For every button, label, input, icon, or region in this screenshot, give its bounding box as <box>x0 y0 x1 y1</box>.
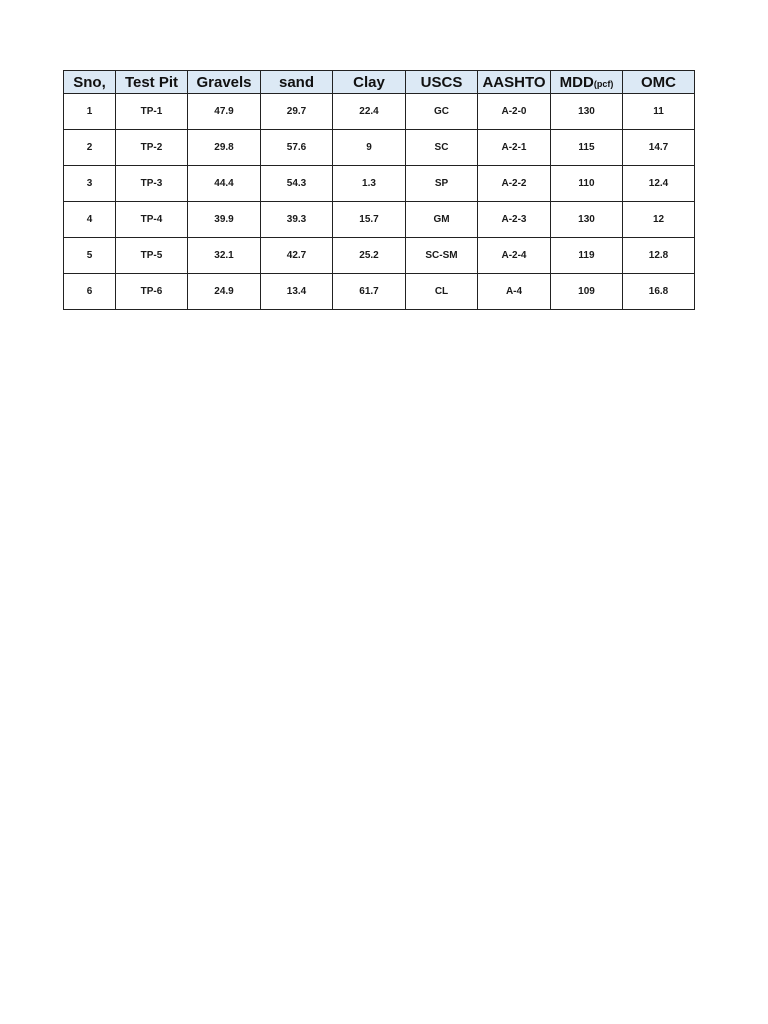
cell-sand: 54.3 <box>261 166 333 202</box>
cell-omc: 11 <box>623 94 695 130</box>
cell-mdd: 110 <box>551 166 623 202</box>
table-row <box>64 94 695 130</box>
cell-omc: 14.7 <box>623 130 695 166</box>
cell-omc: 12.8 <box>623 238 695 274</box>
cell-sno: 5 <box>64 238 116 274</box>
cell-gravels: 24.9 <box>188 274 261 310</box>
cell-gravels: 39.9 <box>188 202 261 238</box>
cell-sno: 6 <box>64 274 116 310</box>
cell-uscs: SC <box>406 130 478 166</box>
header-mdd-label: MDD <box>559 73 594 91</box>
cell-sno: 3 <box>64 166 116 202</box>
cell-sno: 4 <box>64 202 116 238</box>
cell-uscs: CL <box>406 274 478 310</box>
header-aashto: AASHTO <box>478 71 551 94</box>
cell-aashto: A-4 <box>478 274 551 310</box>
cell-mdd: 130 <box>551 202 623 238</box>
cell-test-pit: TP-4 <box>116 202 188 238</box>
cell-test-pit: TP-3 <box>116 166 188 202</box>
cell-gravels: 47.9 <box>188 94 261 130</box>
cell-uscs: SP <box>406 166 478 202</box>
cell-omc: 12.4 <box>623 166 695 202</box>
table-row <box>64 166 695 202</box>
header-sand: sand <box>261 71 333 94</box>
cell-test-pit: TP-2 <box>116 130 188 166</box>
cell-clay: 15.7 <box>333 202 406 238</box>
cell-sand: 29.7 <box>261 94 333 130</box>
cell-clay: 22.4 <box>333 94 406 130</box>
soil-properties-table <box>63 70 695 310</box>
cell-omc: 12 <box>623 202 695 238</box>
table-row <box>64 130 695 166</box>
table-body <box>64 94 695 310</box>
cell-sno: 2 <box>64 130 116 166</box>
header-sno: Sno, <box>64 71 116 94</box>
cell-aashto: A-2-4 <box>478 238 551 274</box>
cell-sand: 13.4 <box>261 274 333 310</box>
cell-uscs: GC <box>406 94 478 130</box>
cell-clay: 1.3 <box>333 166 406 202</box>
cell-sand: 42.7 <box>261 238 333 274</box>
cell-mdd: 119 <box>551 238 623 274</box>
header-row <box>64 71 695 94</box>
cell-sand: 39.3 <box>261 202 333 238</box>
cell-mdd: 130 <box>551 94 623 130</box>
cell-test-pit: TP-1 <box>116 94 188 130</box>
cell-aashto: A-2-0 <box>478 94 551 130</box>
cell-uscs: SC-SM <box>406 238 478 274</box>
table-row <box>64 274 695 310</box>
cell-aashto: A-2-3 <box>478 202 551 238</box>
header-mdd-unit: (pcf) <box>593 78 614 89</box>
cell-sno: 1 <box>64 94 116 130</box>
cell-gravels: 32.1 <box>188 238 261 274</box>
cell-clay: 25.2 <box>333 238 406 274</box>
cell-clay: 9 <box>333 130 406 166</box>
cell-omc: 16.8 <box>623 274 695 310</box>
cell-uscs: GM <box>406 202 478 238</box>
cell-mdd: 109 <box>551 274 623 310</box>
header-clay: Clay <box>333 71 406 94</box>
cell-sand: 57.6 <box>261 130 333 166</box>
header-gravels: Gravels <box>188 71 261 94</box>
table-row <box>64 238 695 274</box>
cell-mdd: 115 <box>551 130 623 166</box>
header-omc: OMC <box>623 71 695 94</box>
header-test-pit: Test Pit <box>116 71 188 94</box>
cell-gravels: 29.8 <box>188 130 261 166</box>
table-row <box>64 202 695 238</box>
cell-test-pit: TP-6 <box>116 274 188 310</box>
cell-aashto: A-2-2 <box>478 166 551 202</box>
cell-aashto: A-2-1 <box>478 130 551 166</box>
header-mdd <box>551 71 623 94</box>
cell-test-pit: TP-5 <box>116 238 188 274</box>
header-uscs: USCS <box>406 71 478 94</box>
table-header <box>64 71 695 94</box>
cell-clay: 61.7 <box>333 274 406 310</box>
cell-gravels: 44.4 <box>188 166 261 202</box>
